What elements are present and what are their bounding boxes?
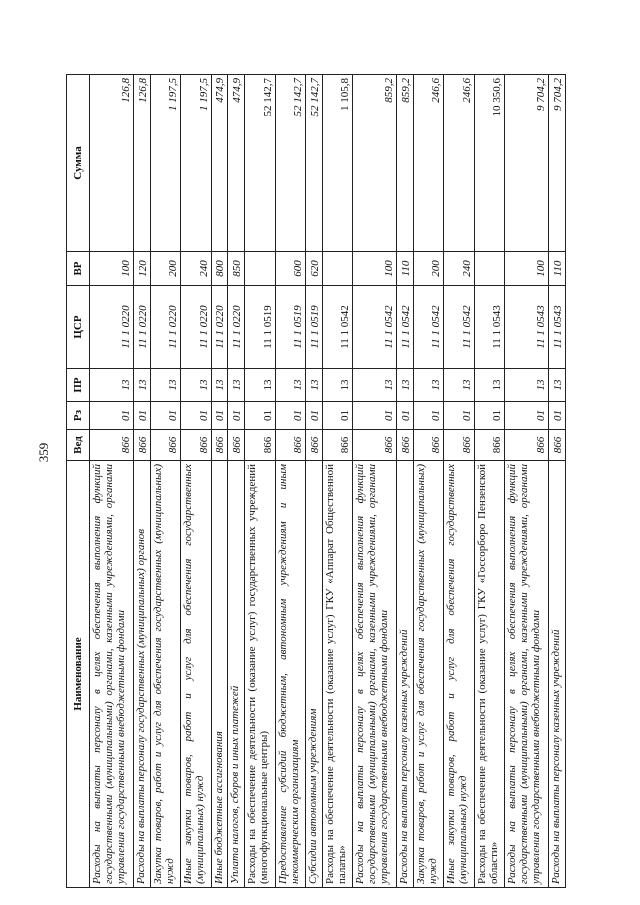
row-sum: 52 142,7	[245, 75, 275, 252]
row-vr: 120	[133, 252, 150, 286]
budget-table	[66, 74, 566, 888]
row-sum: 9 704,2	[549, 75, 566, 252]
row-ved: 866	[150, 430, 180, 461]
row-rz: 01	[211, 402, 228, 430]
row-pr: 13	[397, 369, 414, 402]
page-number: 359	[36, 442, 51, 463]
row-csr: 11 1 0542	[397, 286, 414, 369]
row-vr	[474, 252, 504, 286]
row-sum: 1 197,5	[150, 75, 180, 252]
row-pr: 13	[245, 369, 275, 402]
row-vr: 240	[444, 252, 474, 286]
budget-table-container	[66, 75, 566, 888]
row-vr: 240	[181, 252, 211, 286]
row-pr: 13	[275, 369, 305, 402]
row-ved: 866	[474, 430, 504, 461]
row-csr: 11 1 0220	[228, 286, 245, 369]
table-row	[444, 75, 474, 888]
row-pr: 13	[353, 369, 397, 402]
row-pr: 13	[181, 369, 211, 402]
row-rz: 01	[414, 402, 444, 430]
row-csr: 11 1 0220	[211, 286, 228, 369]
row-csr: 11 1 0542	[322, 286, 352, 369]
row-pr: 13	[414, 369, 444, 402]
row-sum: 9 704,2	[505, 75, 549, 252]
row-sum: 859,2	[353, 75, 397, 252]
table-row	[228, 75, 245, 888]
row-pr: 13	[90, 369, 134, 402]
row-sum: 126,8	[90, 75, 134, 252]
table-row	[353, 75, 397, 888]
row-pr: 13	[133, 369, 150, 402]
table-row	[322, 75, 352, 888]
row-rz: 01	[133, 402, 150, 430]
row-csr: 11 1 0220	[150, 286, 180, 369]
table-row	[181, 75, 211, 888]
row-vr: 620	[306, 252, 323, 286]
row-name: Уплата налогов, сборов и иных платежей	[228, 461, 245, 888]
row-pr: 13	[211, 369, 228, 402]
row-vr: 100	[353, 252, 397, 286]
row-pr: 13	[474, 369, 504, 402]
header-rz: Рз	[67, 402, 90, 430]
row-csr: 11 1 0519	[275, 286, 305, 369]
row-ved: 866	[90, 430, 134, 461]
row-rz: 01	[397, 402, 414, 430]
row-name: Расходы на выплаты персоналу государственных (муниципальных) органов	[133, 461, 150, 888]
row-ved: 866	[275, 430, 305, 461]
row-ved: 866	[245, 430, 275, 461]
row-vr: 800	[211, 252, 228, 286]
row-vr: 110	[397, 252, 414, 286]
row-sum: 474,9	[211, 75, 228, 252]
table-row	[275, 75, 305, 888]
row-rz: 01	[275, 402, 305, 430]
row-rz: 01	[353, 402, 397, 430]
row-csr: 11 1 0542	[353, 286, 397, 369]
row-name: Иные закупки товаров, работ и услуг для обеспечения государственных (муниципальных) нужд	[181, 461, 211, 888]
header-pr: ПР	[67, 369, 90, 402]
row-name: Расходы на обеспечение деятельности (оказание услуг) государственных учреждений (многофункциональные центры)	[245, 461, 275, 888]
row-rz: 01	[505, 402, 549, 430]
table-row	[306, 75, 323, 888]
row-sum: 474,9	[228, 75, 245, 252]
header-vr: ВР	[67, 252, 90, 286]
row-ved: 866	[397, 430, 414, 461]
table-row	[474, 75, 504, 888]
row-ved: 866	[181, 430, 211, 461]
row-rz: 01	[306, 402, 323, 430]
row-name: Расходы на выплаты персоналу в целях обеспечения выполнения функций государственными (муниципальными) органами, казенными учреждениями, органами управления государственными внебюджетными фондами	[505, 461, 549, 888]
header-sum: Сумма	[67, 75, 90, 252]
row-sum: 126,8	[133, 75, 150, 252]
row-rz: 01	[90, 402, 134, 430]
row-ved: 866	[306, 430, 323, 461]
row-vr	[322, 252, 352, 286]
table-row	[211, 75, 228, 888]
row-vr: 100	[505, 252, 549, 286]
row-name: Расходы на выплаты персоналу казенных учреждений	[397, 461, 414, 888]
row-ved: 866	[322, 430, 352, 461]
table-row	[505, 75, 549, 888]
table-row	[414, 75, 444, 888]
row-csr: 11 1 0543	[549, 286, 566, 369]
row-vr: 850	[228, 252, 245, 286]
header-name: Наименование	[67, 461, 90, 888]
row-vr: 200	[150, 252, 180, 286]
row-sum: 1 197,5	[181, 75, 211, 252]
row-ved: 866	[505, 430, 549, 461]
row-ved: 866	[414, 430, 444, 461]
header-csr: ЦСР	[67, 286, 90, 369]
row-pr: 13	[322, 369, 352, 402]
row-name: Предоставление субсидий бюджетным, автономным учреждениям и иным некоммерческим организациям	[275, 461, 305, 888]
row-vr: 200	[414, 252, 444, 286]
row-csr: 11 1 0220	[133, 286, 150, 369]
row-csr: 11 1 0519	[245, 286, 275, 369]
row-pr: 13	[228, 369, 245, 402]
row-rz: 01	[150, 402, 180, 430]
row-pr: 13	[150, 369, 180, 402]
row-ved: 866	[228, 430, 245, 461]
row-csr: 11 1 0542	[444, 286, 474, 369]
row-vr: 600	[275, 252, 305, 286]
row-csr: 11 1 0543	[505, 286, 549, 369]
header-ved: Вед	[67, 430, 90, 461]
row-csr: 11 1 0220	[90, 286, 134, 369]
row-rz: 01	[474, 402, 504, 430]
row-csr: 11 1 0220	[181, 286, 211, 369]
table-row	[245, 75, 275, 888]
table-row	[397, 75, 414, 888]
row-ved: 866	[444, 430, 474, 461]
row-sum: 246,6	[444, 75, 474, 252]
table-header-row	[67, 75, 90, 888]
row-name: Иные бюджетные ассигнования	[211, 461, 228, 888]
row-name: Закупка товаров, работ и услуг для обеспечения государственных (муниципальных) нужд	[414, 461, 444, 888]
row-ved: 866	[549, 430, 566, 461]
row-pr: 13	[505, 369, 549, 402]
table-row	[549, 75, 566, 888]
row-sum: 10 350,6	[474, 75, 504, 252]
row-rz: 01	[549, 402, 566, 430]
row-rz: 01	[228, 402, 245, 430]
row-sum: 246,6	[414, 75, 444, 252]
row-name: Расходы на выплаты персоналу в целях обеспечения выполнения функций государственными (муниципальными) органами, казенными учреждениями, органами управления государственными внебюджетными фондами	[353, 461, 397, 888]
table-row	[133, 75, 150, 888]
table-row	[150, 75, 180, 888]
row-sum: 859,2	[397, 75, 414, 252]
row-name: Расходы на обеспечение деятельности (оказание услуг) ГКУ «Госсорборо Пензенской области»	[474, 461, 504, 888]
row-rz: 01	[322, 402, 352, 430]
row-rz: 01	[245, 402, 275, 430]
row-vr: 100	[90, 252, 134, 286]
row-vr	[245, 252, 275, 286]
row-ved: 866	[211, 430, 228, 461]
row-name: Расходы на обеспечение деятельности (оказание услуг) ГКУ «Аппарат Общественной палаты»	[322, 461, 352, 888]
table-row	[90, 75, 134, 888]
row-ved: 866	[353, 430, 397, 461]
row-rz: 01	[181, 402, 211, 430]
row-name: Расходы на выплаты персоналу казенных учреждений	[549, 461, 566, 888]
row-name: Иные закупки товаров, работ и услуг для обеспечения государственных (муниципальных) нужд	[444, 461, 474, 888]
row-name: Субсидии автономным учреждениям	[306, 461, 323, 888]
row-pr: 13	[549, 369, 566, 402]
row-csr: 11 1 0542	[414, 286, 444, 369]
row-sum: 52 142,7	[306, 75, 323, 252]
row-name: Расходы на выплаты персоналу в целях обеспечения выполнения функций государственными (муниципальными) органами, казенными учреждениями, органами управления государственными внебюджетными фондами	[90, 461, 134, 888]
table-body	[90, 75, 566, 888]
row-rz: 01	[444, 402, 474, 430]
row-sum: 1 105,8	[322, 75, 352, 252]
row-sum: 52 142,7	[275, 75, 305, 252]
row-ved: 866	[133, 430, 150, 461]
row-pr: 13	[444, 369, 474, 402]
row-name: Закупка товаров, работ и услуг для обеспечения государственных (муниципальных) нужд	[150, 461, 180, 888]
row-csr: 11 1 0543	[474, 286, 504, 369]
row-csr: 11 1 0519	[306, 286, 323, 369]
row-pr: 13	[306, 369, 323, 402]
row-vr: 110	[549, 252, 566, 286]
